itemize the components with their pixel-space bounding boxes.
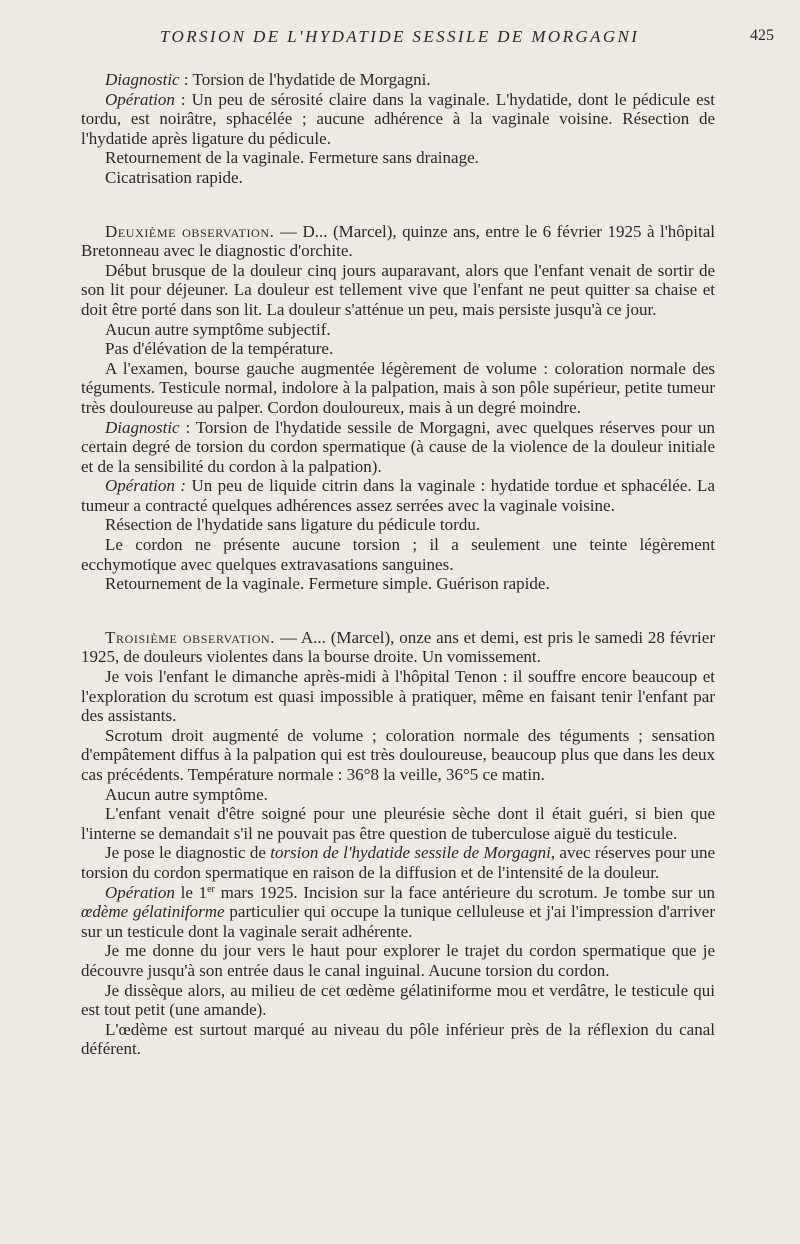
paragraph: Je me donne du jour vers le haut pour explorer le trajet du cordon spermatique que je découvre jusqu'à son entrée daus le canal inguinal. Aucune torsion du cordon. [81,941,715,980]
paragraph: A l'examen, bourse gauche augmentée légèrement de volume : coloration normale des téguments. Testicule normal, indolore à la palpation, mais à son pôle supérieur, petite tumeur très douloureuse au palper. Cordon douloureux, mais à un degré moindre. [81,358,715,417]
text-run: particulier qui occupe la tunique celluleuse et j'ai l'impression d'arriver sur un testicule dont la vaginale serait adhérente. [81,902,716,941]
page-number: 425 [750,27,774,44]
operation-text: Un peu de liquide citrin dans la vaginale : hydatide tordue et sphacélée. La tumeur a contracté quelques adhérences assez serrées avec la vaginale voisine. [81,476,715,515]
paragraph: L'enfant venait d'être soigné pour une pleurésie sèche dont il était guéri, si bien que l'interne se demandait s'il ne pouvait pas être question de tuberculose aiguë du testicule. [81,804,715,843]
diagnostic-label: Diagnostic [105,417,180,437]
observation-heading: Troisième observation. [105,627,276,647]
section-gap [81,594,715,628]
page-header [0,27,800,51]
page-body [81,70,715,1059]
operation-label: Opération : [105,476,186,496]
operation-paragraph [81,476,715,515]
ordinal-superscript: er [207,883,215,895]
running-title: TORSION DE L'HYDATIDE SESSILE DE MORGAGNI [160,27,640,46]
operation-paragraph [81,90,715,149]
paragraph: Je dissèque alors, au milieu de cet œdème gélatiniforme mou et verdâtre, le testicule qui est tout petit (une amande). [81,980,715,1020]
paragraph: Scrotum droit augmenté de volume ; coloration normale des téguments ; sensation d'empâtement diffus à la palpation qui est très douloureuse, beaucoup plus que dans les deux cas précédents. Température normale : 36°8 la veille, 36°5 ce matin. [81,725,715,784]
diagnostic-label: Diagnostic [105,70,180,89]
observation-intro [81,628,715,667]
text-run: le 1 [174,882,208,902]
observation-intro-text: — D... (Marcel), quinze ans, entre le 6 février 1925 à l'hôpital Bretonneau avec le diagnostic d'orchite. [81,221,715,261]
italic-run: œdème gélatiniforme [81,902,225,922]
observation-intro [81,222,715,261]
diagnosis-paragraph [81,843,715,882]
observation-intro-text: — A... (Marcel), onze ans et demi, est pris le samedi 28 février 1925, de douleurs violentes dans la bourse droite. Un vomissement. [81,627,715,667]
paragraph: Le cordon ne présente aucune torsion ; il a seulement une teinte légèrement ecchymotique avec quelques extravasations sanguines. [81,535,715,574]
italic-run: torsion de l'hydatide sessile de Morgagni [270,843,551,863]
paragraph: Aucun autre symptôme. [105,784,268,804]
paragraph: L'œdème est surtout marqué au niveau du pôle inférieur près de la réflexion du canal déférent. [81,1019,715,1059]
text-run: Je pose le diagnostic de [105,843,271,863]
operation-text: : Un peu de sérosité claire dans la vaginale. L'hydatide, dont le pédicule est tordu, est noirâtre, sphacélée ; aucune adhérence à la vaginale voisine. Résection de l'hydatide après ligature du pédicule. [81,89,715,148]
paragraph: Résection de l'hydatide sans ligature du pédicule tordu. [105,515,481,535]
paragraph: Début brusque de la douleur cinq jours auparavant, alors que l'enfant venait de sortir de son lit pour déjeuner. La douleur est tellement vive que l'enfant ne peut quitter sa chaise et doit être porté dans son lit. La douleur s'atténue un peu, mais persiste jusqu'à ce jour. [81,260,715,319]
diagnostic-text: : Torsion de l'hydatide sessile de Morgagni, avec quelques réserves pour un certain degré de torsion du cordon spermatique (à cause de la violence de la douleur initiale et de la sensibilité du cordon à la palpation). [81,417,715,476]
section-gap [81,188,715,222]
paragraph: Cicatrisation rapide. [105,167,243,187]
diagnostic-paragraph [81,70,715,90]
paragraph: Retournement de la vaginale. Fermeture simple. Guérison rapide. [105,574,550,594]
paragraph: Pas d'élévation de la température. [105,339,334,359]
paragraph: Retournement de la vaginale. Fermeture sans drainage. [105,148,479,168]
diagnostic-paragraph [81,418,715,477]
operation-label: Opération [105,89,175,109]
paragraph: Je vois l'enfant le dimanche après-midi à l'hôpital Tenon : il souffre encore beaucoup et l'exploration du scrotum est quasi impossible à pratiquer, même en faisant tenir l'enfant par des assistants. [81,667,715,726]
text-run: , avec réserves pour une torsion du cordon spermatique en raison de la diffusion et de l'intensité de la douleur. [81,843,715,882]
observation-heading: Deuxième observation. [105,221,275,241]
operation-label: Opération [105,882,175,902]
text-run: mars 1925. Incision sur la face antérieure du scrotum. Je tombe sur un [214,882,715,902]
operation-paragraph [81,883,715,942]
diagnostic-text: : Torsion de l'hydatide de Morgagni. [179,70,431,89]
paragraph: Aucun autre symptôme subjectif. [105,319,331,339]
